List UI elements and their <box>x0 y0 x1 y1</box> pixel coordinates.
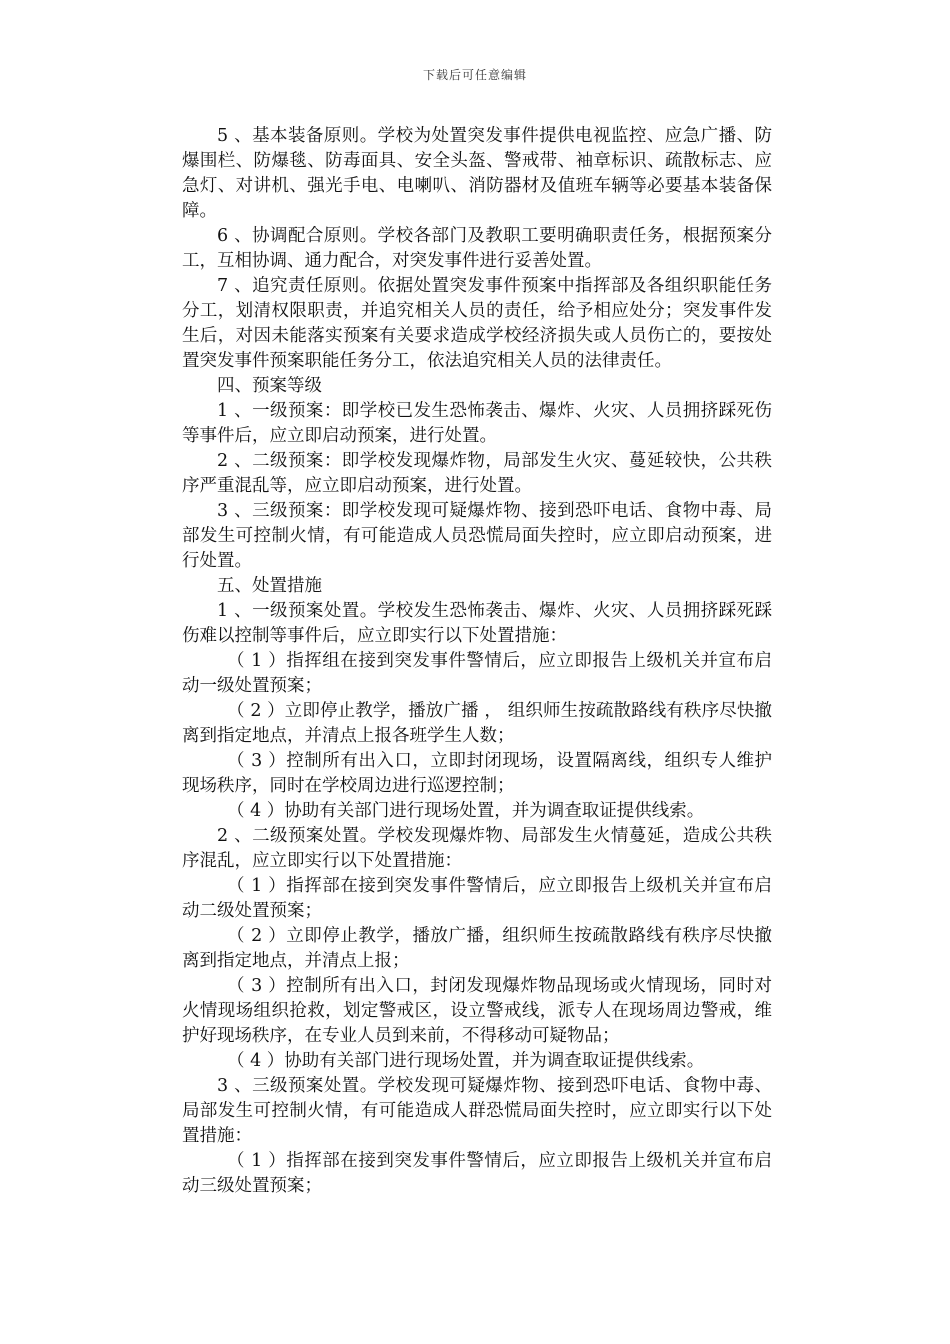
document-body <box>182 124 772 1199</box>
paragraph-level-3: 3 、三级预案：即学校发现可疑爆炸物、接到恐吓电话、食物中毒、局部发生可控制火情，有可能造成人员恐慌局面失控时，应立即启动预案，进行处置。 <box>182 501 772 571</box>
paragraph-measure-2-step-1: （ 1 ）指挥部在接到突发事件警情后，应立即报告上级机关并宣布启动二级处置预案； <box>182 876 772 921</box>
paragraph-measure-2-step-3: （ 3 ）控制所有出入口，封闭发现爆炸物品现场或火情现场，同时对火情现场组织抢救，划定警戒区，设立警戒线，派专人在现场周边警戒，维护好现场秩序，在专业人员到来前，不得移动可疑物品； <box>182 976 772 1046</box>
page-header: 下载后可任意编辑 <box>422 68 527 82</box>
paragraph-level-2: 2 、二级预案：即学校发现爆炸物，局部发生火灾、蔓延较快，公共秩序严重混乱等，应立即启动预案，进行处置。 <box>182 451 772 496</box>
paragraph-measure-2: 2 、二级预案处置。学校发现爆炸物、局部发生火情蔓延，造成公共秩序混乱，应立即实行以下处置措施： <box>182 826 772 871</box>
paragraph-measure-3: 3 、三级预案处置。学校发现可疑爆炸物、接到恐吓电话、食物中毒、局部发生可控制火情，有可能造成人群恐慌局面失控时，应立即实行以下处置措施： <box>182 1076 772 1146</box>
paragraph-principle-5: 5 、基本装备原则。学校为处置突发事件提供电视监控、应急广播、防爆围栏、防爆毯、防毒面具、安全头盔、警戒带、袖章标识、疏散标志、应急灯、对讲机、强光手电、电喇叭、消防器材及值班车辆等必要基本装备保障。 <box>182 126 772 221</box>
paragraph-measure-1-step-2: （ 2 ）立即停止教学，播放广播 ， 组织师生按疏散路线有秩序尽快撤离到指定地点，并清点上报各班学生人数； <box>182 701 772 746</box>
paragraph-principle-6: 6 、协调配合原则。学校各部门及教职工要明确职责任务，根据预案分工，互相协调、通力配合，对突发事件进行妥善处置。 <box>182 226 772 271</box>
paragraph-measure-1-step-4: （ 4 ）协助有关部门进行现场处置，并为调查取证提供线索。 <box>227 801 705 821</box>
paragraph-measure-2-step-2: （ 2 ）立即停止教学，播放广播，组织师生按疏散路线有秩序尽快撤离到指定地点，并清点上报； <box>182 926 772 971</box>
paragraph-measure-1: 1 、一级预案处置。学校发生恐怖袭击、爆炸、火灾、人员拥挤踩死踩伤难以控制等事件后，应立即实行以下处置措施： <box>182 601 772 646</box>
paragraph-measure-1-step-1: （ 1 ）指挥组在接到突发事件警情后，应立即报告上级机关并宣布启动一级处置预案； <box>182 651 772 696</box>
paragraph-principle-7: 7 、追究责任原则。依据处置突发事件预案中指挥部及各组织职能任务分工，划清权限职责，并追究相关人员的责任，给予相应处分；突发事件发生后，对因未能落实预案有关要求造成学校经济损失或人员伤亡的，要按处置突发事件预案职能任务分工，依法追究相关人员的法律责任。 <box>182 276 772 371</box>
paragraph-measure-1-step-3: （ 3 ）控制所有出入口，立即封闭现场，设置隔离线，组织专人维护现场秩序，同时在学校周边进行巡逻控制； <box>182 751 772 796</box>
section-heading-plan-levels: 四、预案等级 <box>217 376 322 396</box>
paragraph-level-1: 1 、一级预案：即学校已发生恐怖袭击、爆炸、火灾、人员拥挤踩死伤等事件后，应立即启动预案，进行处置。 <box>182 401 772 446</box>
section-heading-measures: 五、处置措施 <box>217 576 322 596</box>
paragraph-measure-2-step-4: （ 4 ）协助有关部门进行现场处置，并为调查取证提供线索。 <box>227 1051 705 1071</box>
paragraph-measure-3-step-1: （ 1 ）指挥部在接到突发事件警情后，应立即报告上级机关并宣布启动三级处置预案； <box>182 1151 772 1196</box>
